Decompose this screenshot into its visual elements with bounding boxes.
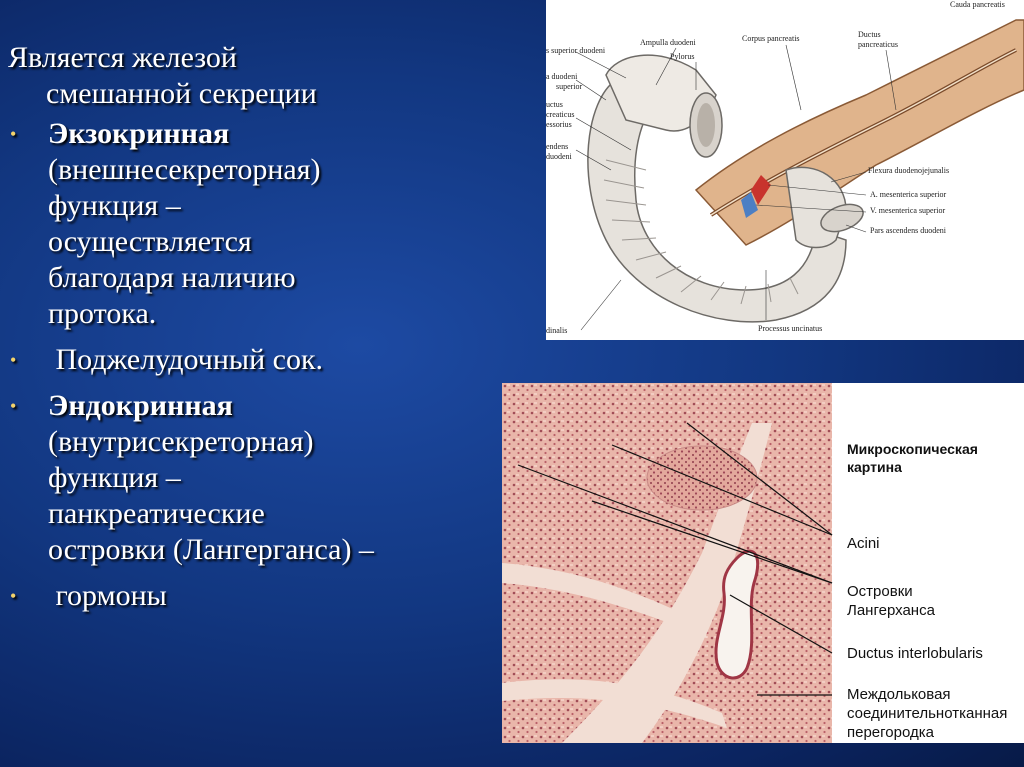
label-cauda-pancreatis: Cauda pancreatis	[950, 0, 1005, 9]
label-flexura-duodenojejunalis: Flexura duodenojejunalis	[868, 166, 950, 175]
bullet-endocrine	[8, 388, 528, 568]
histology-image	[502, 383, 1024, 743]
label-septum-3: перегородка	[847, 724, 934, 741]
intro-line-2: смешанной секреции	[46, 77, 317, 110]
label-pars-descendens-1: endens	[546, 142, 569, 151]
label-v-mesenterica: V. mesenterica superior	[870, 206, 946, 215]
label-pars-ascendens: Pars ascendens duodeni	[870, 226, 946, 235]
bullet-line: функция –	[48, 461, 181, 494]
bullet-juice	[8, 342, 528, 378]
exocrine-heading: Экзокринная	[48, 117, 230, 150]
label-islets-2: Лангерханса	[847, 602, 935, 619]
bullet-dot-icon: •	[10, 124, 17, 144]
label-processus-uncinatus: Processus uncinatus	[758, 324, 823, 333]
bullet-hormones	[8, 578, 528, 614]
bullet-line: благодаря наличию	[48, 261, 296, 294]
label-flexura-superior-1: a duodeni	[546, 72, 578, 81]
bullet-line: островки (Лангерганса) –	[48, 533, 374, 566]
label-flexura-superior-2: superior	[556, 82, 583, 91]
bullet-dot-icon: •	[10, 350, 17, 370]
label-plica: dinalis	[546, 326, 568, 335]
endocrine-heading: Эндокринная	[48, 389, 233, 422]
label-islets-1: Островки	[847, 583, 913, 600]
label-acini: Acini	[847, 535, 880, 552]
slide-text	[8, 40, 528, 624]
bullet-exocrine	[8, 116, 528, 332]
label-pars-superior: s superior duodeni	[546, 46, 606, 55]
histology-title-2: картина	[847, 459, 902, 475]
intro-line-1: Является железой	[8, 41, 237, 74]
pancreas-anatomy-drawing	[546, 0, 1024, 340]
bullet-line: (внешнесекреторная)	[48, 153, 321, 186]
bullet-line: Поджелудочный сок.	[48, 343, 324, 376]
label-septum-1: Междольковая	[847, 686, 951, 703]
label-septum-2: соединительнотканная	[847, 705, 1008, 722]
bullet-list	[8, 116, 528, 614]
label-pars-descendens-2: duodeni	[546, 152, 572, 161]
label-ampulla-duodeni: Ampulla duodeni	[640, 38, 696, 47]
bullet-line: панкреатические	[48, 497, 265, 530]
bullet-line: функция –	[48, 189, 181, 222]
bullet-dot-icon: •	[10, 396, 17, 416]
histology-title-1: Микроскопическая	[847, 441, 978, 457]
label-corpus-pancreatis: Corpus pancreatis	[742, 34, 800, 43]
intro-text	[8, 40, 528, 112]
bullet-line: протока.	[48, 297, 157, 330]
bullet-line: гормоны	[48, 579, 167, 612]
label-ductus-accessorius-3: essorius	[546, 120, 572, 129]
label-ductus-pancreaticus-2: pancreaticus	[858, 40, 898, 49]
pancreas-anatomy-image	[546, 0, 1024, 340]
label-ductus-accessorius-2: creaticus	[546, 110, 575, 119]
bullet-line: осуществляется	[48, 225, 252, 258]
bullet-line: (внутрисекреторная)	[48, 425, 314, 458]
label-ductus-interlobularis: Ductus interlobularis	[847, 645, 983, 662]
label-ductus-pancreaticus-1: Ductus	[858, 30, 881, 39]
label-ductus-accessorius-1: uctus	[546, 100, 563, 109]
label-pylorus: Pylorus	[670, 52, 695, 61]
bullet-dot-icon: •	[10, 586, 17, 606]
label-a-mesenterica: A. mesenterica superior	[870, 190, 947, 199]
